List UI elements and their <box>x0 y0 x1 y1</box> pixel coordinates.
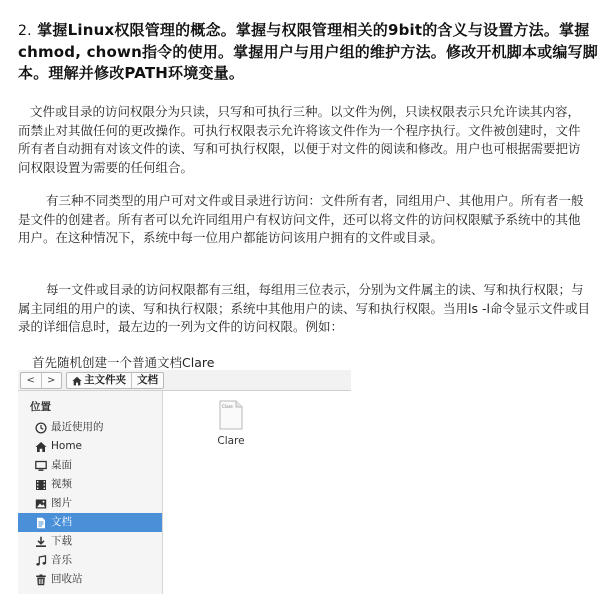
section-heading-text: 掌握Linux权限管理的概念。掌握与权限管理相关的9bit的含义与设置方法。掌握chmod, chown指令的使用。掌握用户与用户组的维护方法。修改开机脚本或编写脚本。理解并修改PATH环境变量。 <box>18 21 598 82</box>
file-thumb-text: Clare <box>222 404 233 409</box>
sidebar-item-label: 回收站 <box>51 573 83 585</box>
clock-icon <box>35 422 47 434</box>
section-heading <box>18 20 598 84</box>
sidebar-item-documents[interactable] <box>18 513 162 532</box>
sidebar-item-label: Home <box>51 440 83 452</box>
download-icon <box>35 536 47 548</box>
paragraph-user-types: 有三种不同类型的用户可对文件或目录进行访问：文件所有者，同组用户、其他用户。所有者一般是文件的创建者。所有者可以允许同组用户有权访问文件，还可以将文件的访问权限赋予系统中的其他用户。在这种情况下，系统中每一位用户都能访问该用户拥有的文件或目录。 <box>18 193 584 245</box>
breadcrumb-documents[interactable] <box>131 373 163 388</box>
picture-icon <box>35 498 47 510</box>
screenshot-caption: 首先随机创建一个普通文档Clare <box>32 355 215 370</box>
sidebar-item-pictures[interactable] <box>18 494 162 513</box>
breadcrumb <box>66 372 164 389</box>
sidebar-item-videos[interactable] <box>18 475 162 494</box>
sidebar-item-recent[interactable] <box>18 418 162 437</box>
sidebar-item-music[interactable] <box>18 551 162 570</box>
breadcrumb-documents-label: 文档 <box>137 374 158 386</box>
sidebar-item-label: 最近使用的 <box>51 421 104 433</box>
breadcrumb-home[interactable] <box>67 373 131 388</box>
sidebar-item-label: 视频 <box>51 478 72 490</box>
text-file-icon <box>219 400 243 430</box>
nav-button-group <box>20 372 62 389</box>
paragraph-permission-groups: 每一文件或目录的访问权限都有三组，每组用三位表示，分别为文件属主的读、写和执行权限；与属主同组的用户的读、写和执行权限；系统中其他用户的读、写和执行权限。当用ls -l命令显示文件或目录的详细信息时，最左边的一列为文件的访问权限。例如： <box>18 282 590 334</box>
home-icon <box>35 441 47 453</box>
sidebar-item-home[interactable] <box>18 437 162 456</box>
sidebar-item-label: 桌面 <box>51 459 72 471</box>
document-icon <box>35 517 47 529</box>
forward-button[interactable]: > <box>41 373 62 388</box>
sidebar-item-downloads[interactable] <box>18 532 162 551</box>
sidebar-item-label: 下载 <box>51 535 72 547</box>
sidebar-item-label: 图片 <box>51 497 72 509</box>
sidebar-item-label: 文档 <box>51 516 72 528</box>
sidebar-item-desktop[interactable] <box>18 456 162 475</box>
home-icon <box>72 376 82 386</box>
music-icon <box>35 555 47 567</box>
file-name: Clare <box>217 435 245 447</box>
trash-icon <box>35 574 47 586</box>
sidebar-item-label: 音乐 <box>51 554 72 566</box>
file-manager-toolbar <box>18 370 351 391</box>
file-view <box>163 391 351 594</box>
file-item-clare[interactable] <box>211 400 251 447</box>
places-sidebar <box>18 391 163 594</box>
desktop-icon <box>35 460 47 472</box>
back-button[interactable]: < <box>26 375 35 386</box>
section-number: 2. <box>18 23 32 39</box>
video-icon <box>35 479 47 491</box>
paragraph-permissions-types: 文件或目录的访问权限分为只读，只写和可执行三种。以文件为例，只读权限表示只允许读其内容，而禁止对其做任何的更改操作。可执行权限表示允许将该文件作为一个程序执行。文件被创建时，文件所有者自动拥有对该文件的读、写和可执行权限，以便于对文件的阅读和修改。用户也可根据需要把访问权限设置为需要的任何组合。 <box>18 104 581 175</box>
file-manager-window <box>18 370 351 594</box>
breadcrumb-home-label: 主文件夹 <box>84 374 126 386</box>
sidebar-heading: 位置 <box>30 401 51 413</box>
sidebar-item-trash[interactable] <box>18 570 162 589</box>
